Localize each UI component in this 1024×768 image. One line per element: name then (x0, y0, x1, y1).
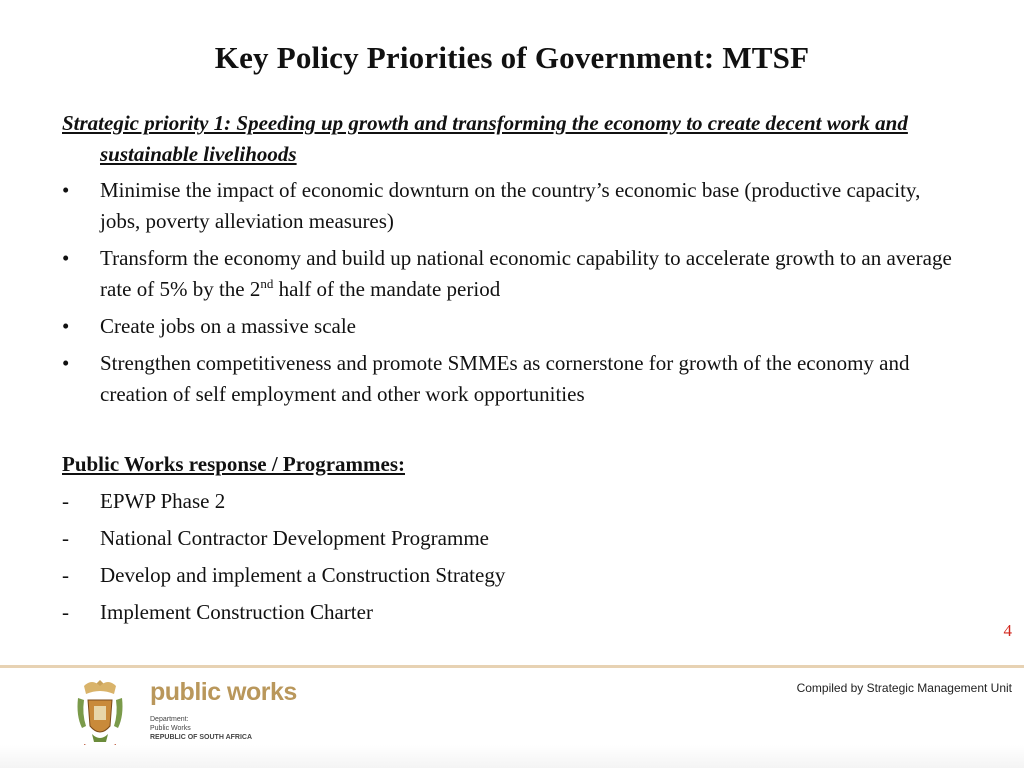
bullet-marker: • (62, 246, 70, 270)
bullet-text: Create jobs on a massive scale (100, 314, 356, 338)
logo-subline: REPUBLIC OF SOUTH AFRICA (150, 734, 253, 741)
priority-heading: Strategic priority 1: Speeding up growth and transforming the economy to create decent work and sustainable livelihoods (62, 111, 908, 166)
logo-wordmark: public works (150, 678, 297, 706)
bottom-fade (0, 745, 1024, 768)
bullet-item (62, 175, 962, 237)
footer-credit: Compiled by Strategic Management Unit (796, 681, 1012, 695)
bullet-text-part: half of the mandate period (273, 277, 501, 301)
programme-text: Implement Construction Charter (100, 600, 373, 624)
bullet-item (62, 311, 962, 342)
programme-item (62, 523, 962, 554)
bullet-text: Strengthen competitiveness and promote SMMEs as cornerstone for growth of the economy and creation of self employment and other work opportunities (100, 351, 910, 406)
bullet-text (100, 243, 962, 305)
bullet-item (62, 243, 962, 305)
response-heading: Public Works response / Programmes: (62, 452, 405, 476)
ordinal-superscript: nd (260, 276, 274, 291)
bullet-item (62, 348, 962, 410)
programme-item (62, 597, 962, 628)
bullet-text: Minimise the impact of economic downturn on the country’s economic base (productive capacity, jobs, poverty alleviation measures) (100, 178, 921, 233)
bullet-marker: • (62, 314, 70, 338)
dash-marker: - (62, 600, 69, 624)
coat-of-arms-icon (70, 676, 130, 756)
footer-divider (0, 665, 1024, 668)
programme-text: EPWP Phase 2 (100, 489, 226, 513)
bullet-marker: • (62, 178, 70, 202)
department-logo (70, 676, 300, 756)
section-spacer (62, 410, 962, 449)
slide-title: Key Policy Priorities of Government: MTSF (214, 40, 810, 75)
slide-body (62, 108, 962, 628)
bullet-text-part: Transform the economy and build up national economic capability to accelerate growth to an average rate of 5% by the 2 (100, 246, 952, 301)
bullet-marker: • (62, 351, 70, 375)
logo-subline: Public Works (150, 725, 191, 732)
dash-marker: - (62, 526, 69, 550)
programme-text: Develop and implement a Construction Strategy (100, 563, 506, 587)
programme-item (62, 486, 962, 517)
dash-marker: - (62, 563, 69, 587)
dash-marker: - (62, 489, 69, 513)
programme-text: National Contractor Development Programme (100, 526, 489, 550)
programme-item (62, 560, 962, 591)
page-number: 4 (1003, 621, 1012, 640)
logo-subline: Department: (150, 716, 189, 723)
